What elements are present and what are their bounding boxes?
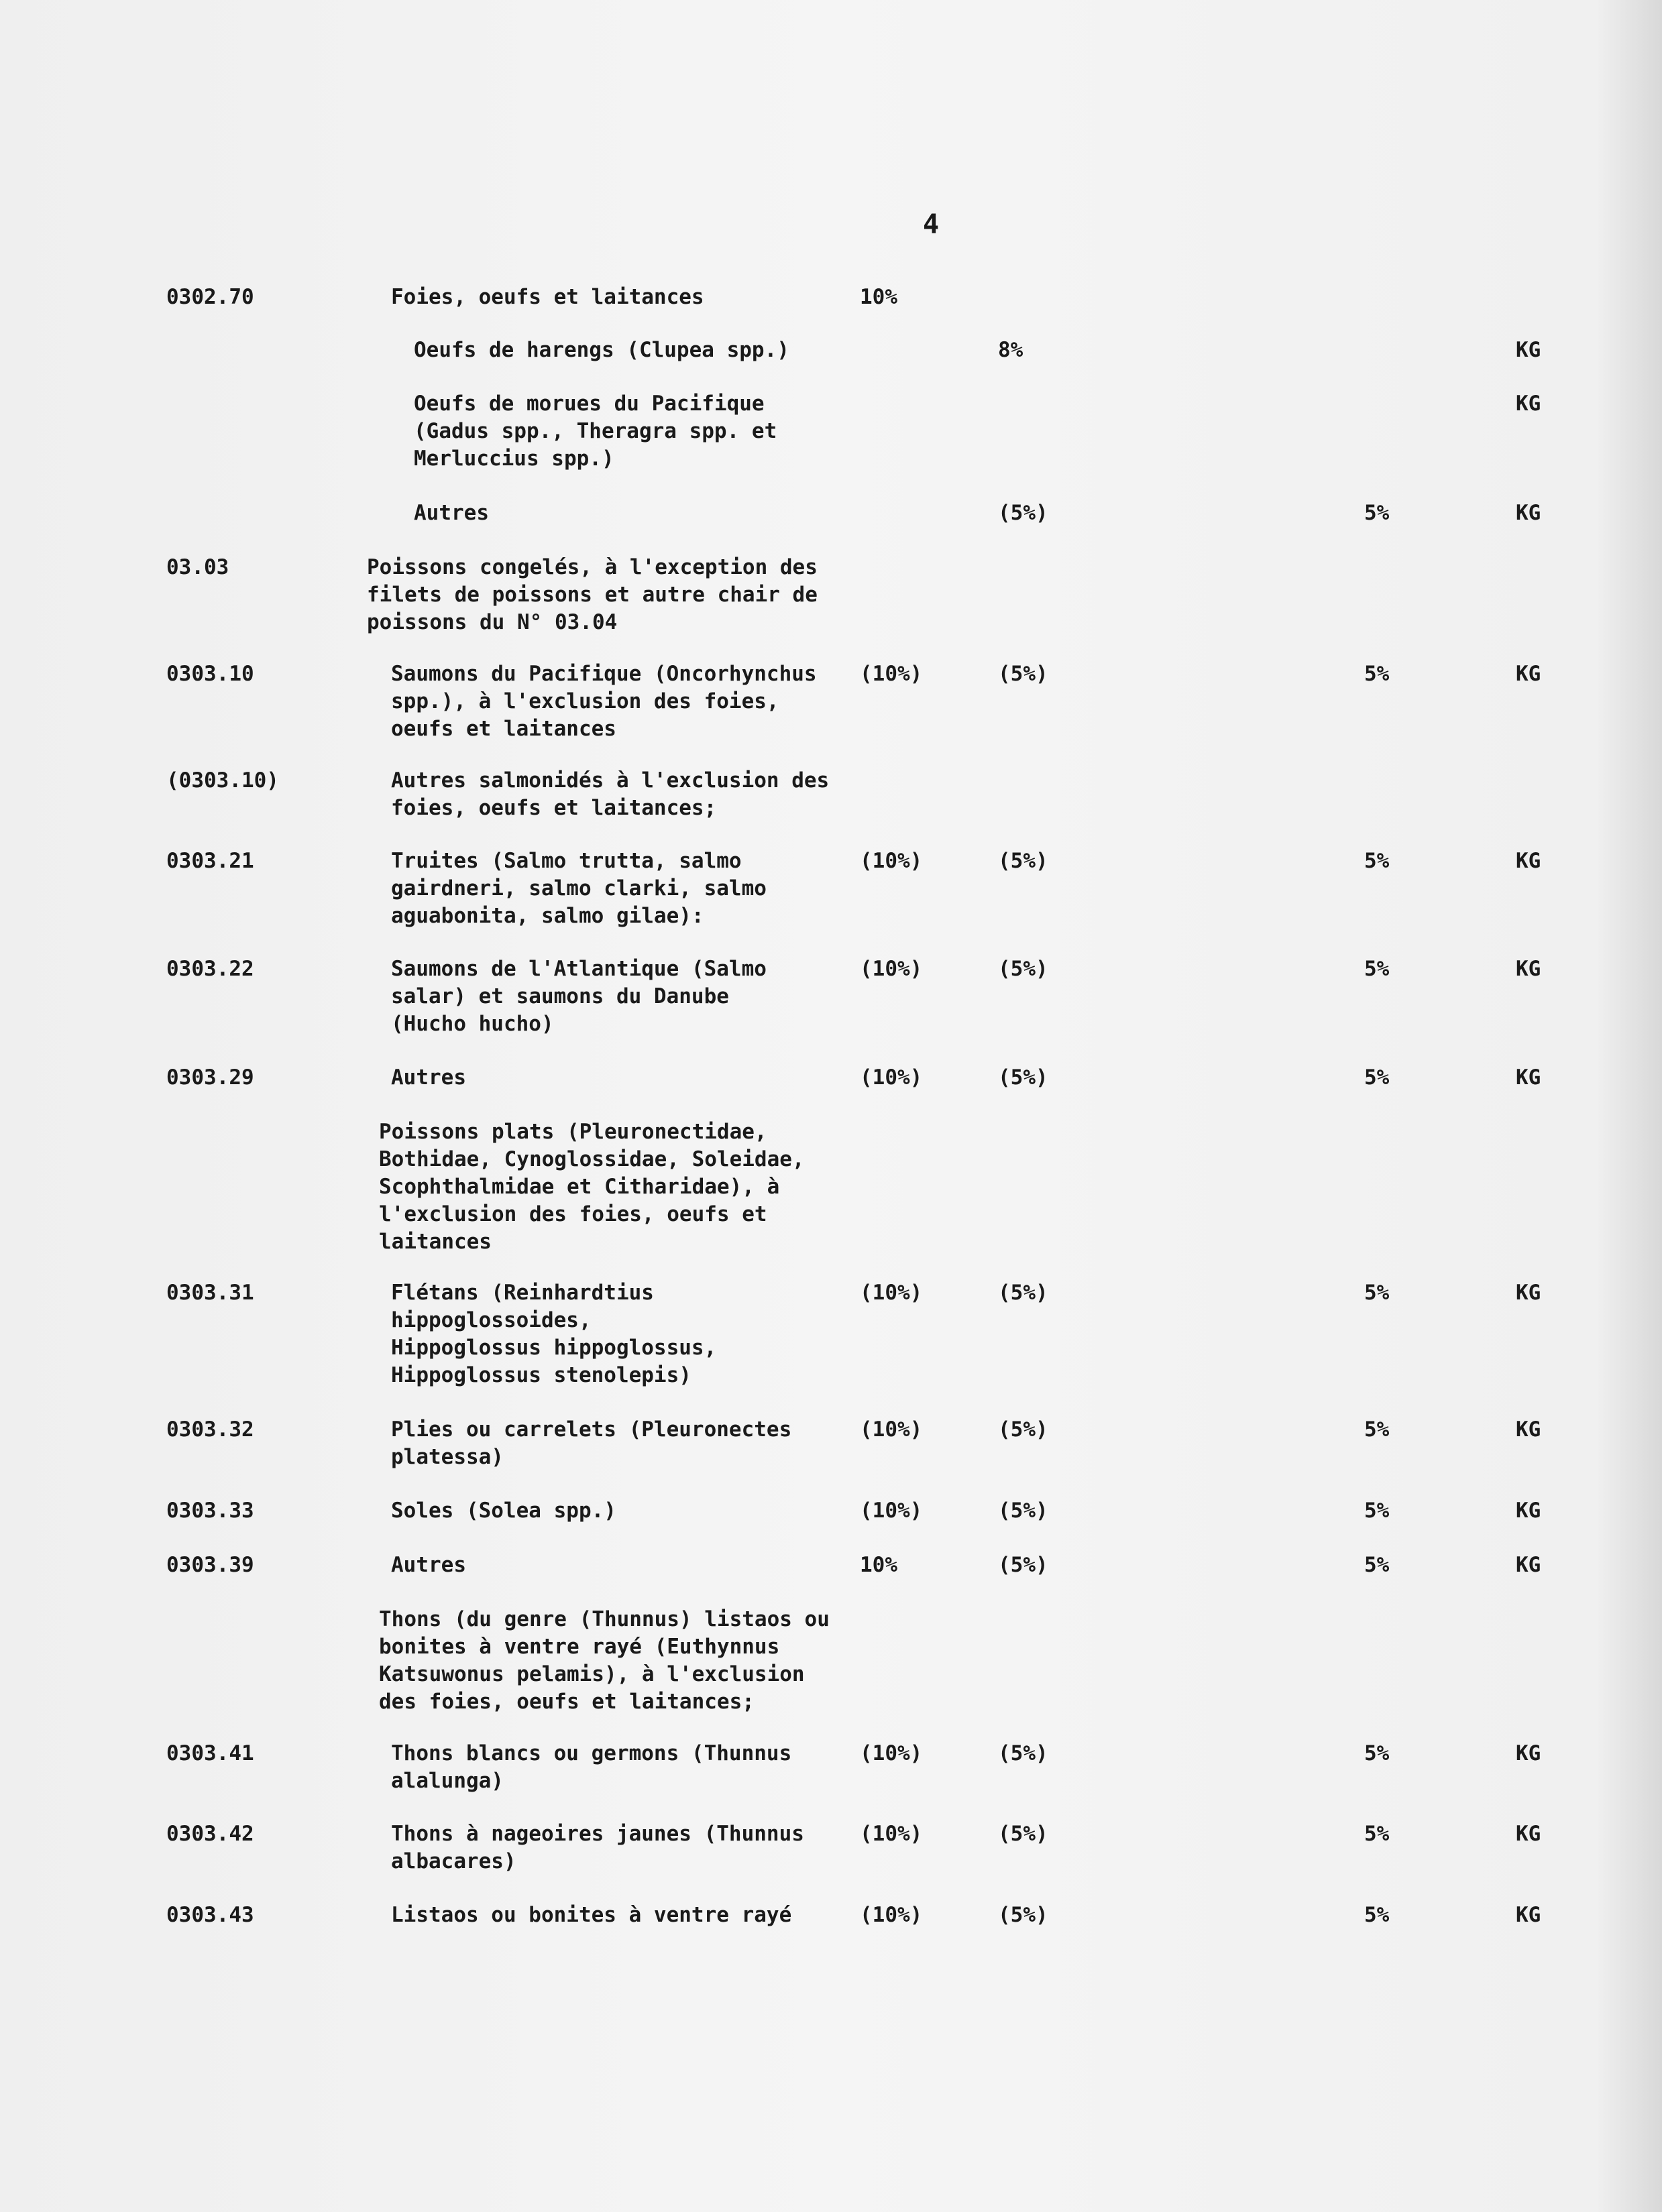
- description-line: Autres salmonidés à l'exclusion des: [391, 768, 830, 793]
- rate-column-3: 5%: [1364, 957, 1390, 981]
- rate-column-2: (5%): [998, 501, 1048, 525]
- description-line: Plies ou carrelets (Pleuronectes: [391, 1417, 792, 1442]
- description-line: salar) et saumons du Danube: [391, 984, 729, 1008]
- description-line: albacares): [391, 1849, 516, 1873]
- description-line: Thons à nageoires jaunes (Thunnus: [391, 1822, 804, 1846]
- description: [391, 1416, 791, 1471]
- rate-column-3: 5%: [1364, 1417, 1390, 1442]
- tariff-code: 0303.41: [166, 1741, 254, 1765]
- tariff-code: 0303.42: [166, 1822, 254, 1846]
- tariff-code: 03.03: [166, 555, 229, 579]
- description: [391, 1552, 466, 1579]
- rate-column-1: (10%): [860, 1417, 923, 1442]
- rate-column-1: (10%): [860, 1065, 923, 1090]
- description-line: alalunga): [391, 1769, 504, 1793]
- description-line: Thons (du genre (Thunnus) listaos ou: [379, 1607, 830, 1631]
- tariff-code: 0303.43: [166, 1903, 254, 1927]
- rate-column-3: 5%: [1364, 1903, 1390, 1927]
- unit-column: KG: [1516, 392, 1541, 416]
- description-line: Poissons congelés, à l'exception des: [367, 555, 818, 579]
- description: [414, 337, 789, 364]
- description: [414, 390, 777, 473]
- description-line: bonites à ventre rayé (Euthynnus: [379, 1635, 780, 1659]
- description-line: des foies, oeufs et laitances;: [379, 1690, 755, 1714]
- unit-column: KG: [1516, 849, 1541, 873]
- unit-column: KG: [1516, 662, 1541, 686]
- description-line: foies, oeufs et laitances;: [391, 796, 717, 820]
- description-line: (Gadus spp., Theragra spp. et: [414, 419, 777, 443]
- description-line: platessa): [391, 1445, 504, 1469]
- description: [391, 1820, 804, 1875]
- rate-column-3: 5%: [1364, 662, 1390, 686]
- tariff-code: 0303.29: [166, 1065, 254, 1090]
- description-line: Bothidae, Cynoglossidae, Soleidae,: [379, 1147, 805, 1171]
- description-line: Katsuwonus pelamis), à l'exclusion: [379, 1662, 805, 1686]
- description: [391, 955, 767, 1038]
- rate-column-2: (5%): [998, 1553, 1048, 1577]
- tariff-code: 0303.22: [166, 957, 254, 981]
- description-line: oeufs et laitances: [391, 717, 616, 741]
- tariff-code: (0303.10): [166, 768, 279, 793]
- unit-column: KG: [1516, 1822, 1541, 1846]
- rate-column-1: 10%: [860, 1553, 897, 1577]
- rate-column-1: (10%): [860, 1281, 923, 1305]
- rate-column-2: (5%): [998, 1822, 1048, 1846]
- description-line: (Hucho hucho): [391, 1012, 554, 1036]
- description-line: spp.), à l'exclusion des foies,: [391, 689, 779, 713]
- description-line: Oeufs de harengs (Clupea spp.): [414, 338, 789, 362]
- rate-column-2: (5%): [998, 849, 1048, 873]
- tariff-code: 0303.10: [166, 662, 254, 686]
- rate-column-1: (10%): [860, 1499, 923, 1523]
- rate-column-1: (10%): [860, 1741, 923, 1765]
- unit-column: KG: [1516, 957, 1541, 981]
- description-line: Flétans (Reinhardtius: [391, 1281, 654, 1305]
- description: [391, 660, 817, 743]
- rate-column-2: (5%): [998, 662, 1048, 686]
- description: [391, 767, 829, 822]
- description: [414, 500, 489, 527]
- description-line: filets de poissons et autre chair de: [367, 583, 818, 607]
- rate-column-1: (10%): [860, 957, 923, 981]
- description-line: Autres: [414, 501, 489, 525]
- description-line: Saumons de l'Atlantique (Salmo: [391, 957, 767, 981]
- description-line: gairdneri, salmo clarki, salmo: [391, 876, 767, 900]
- tariff-code: 0303.39: [166, 1553, 254, 1577]
- description-line: Soles (Solea spp.): [391, 1499, 616, 1523]
- tariff-code: 0303.32: [166, 1417, 254, 1442]
- description: [391, 284, 704, 311]
- description: [379, 1118, 805, 1256]
- description-line: Hippoglossus stenolepis): [391, 1363, 691, 1387]
- unit-column: KG: [1516, 1741, 1541, 1765]
- unit-column: KG: [1516, 1065, 1541, 1090]
- description-line: Saumons du Pacifique (Oncorhynchus: [391, 662, 817, 686]
- description: [391, 848, 767, 930]
- unit-column: KG: [1516, 1417, 1541, 1442]
- description: [391, 1740, 791, 1795]
- tariff-code: 0303.33: [166, 1499, 254, 1523]
- rate-column-2: (5%): [998, 1065, 1048, 1090]
- description-line: Hippoglossus hippoglossus,: [391, 1336, 717, 1360]
- description-line: Poissons plats (Pleuronectidae,: [379, 1120, 767, 1144]
- description-line: Thons blancs ou germons (Thunnus: [391, 1741, 792, 1765]
- rate-column-2: (5%): [998, 1903, 1048, 1927]
- unit-column: KG: [1516, 1903, 1541, 1927]
- description-line: Autres: [391, 1553, 466, 1577]
- rate-column-3: 5%: [1364, 849, 1390, 873]
- rate-column-2: (5%): [998, 1499, 1048, 1523]
- rate-column-2: (5%): [998, 957, 1048, 981]
- description: [379, 1606, 830, 1716]
- unit-column: KG: [1516, 338, 1541, 362]
- description: [391, 1497, 616, 1525]
- rate-column-3: 5%: [1364, 1499, 1390, 1523]
- description: [391, 1902, 791, 1929]
- rate-column-2: 8%: [998, 338, 1023, 362]
- rate-column-3: 5%: [1364, 1741, 1390, 1765]
- description: [367, 554, 818, 636]
- unit-column: KG: [1516, 1553, 1541, 1577]
- unit-column: KG: [1516, 1281, 1541, 1305]
- tariff-code: 0302.70: [166, 285, 254, 309]
- description-line: Listaos ou bonites à ventre rayé: [391, 1903, 792, 1927]
- rate-column-1: (10%): [860, 849, 923, 873]
- description-line: Merluccius spp.): [414, 447, 614, 471]
- tariff-code: 0303.31: [166, 1281, 254, 1305]
- description: [391, 1064, 466, 1092]
- description-line: Scophthalmidae et Citharidae), à: [379, 1175, 780, 1199]
- rate-column-1: (10%): [860, 662, 923, 686]
- rate-column-3: 5%: [1364, 1065, 1390, 1090]
- description-line: laitances: [379, 1230, 492, 1254]
- description-line: Oeufs de morues du Pacifique: [414, 392, 765, 416]
- description-line: aguabonita, salmo gilae):: [391, 904, 704, 928]
- description: [391, 1279, 716, 1389]
- rate-column-1: 10%: [860, 285, 897, 309]
- tariff-code: 0303.21: [166, 849, 254, 873]
- rate-column-3: 5%: [1364, 1553, 1390, 1577]
- rate-column-2: (5%): [998, 1281, 1048, 1305]
- unit-column: KG: [1516, 501, 1541, 525]
- description-line: Autres: [391, 1065, 466, 1090]
- unit-column: KG: [1516, 1499, 1541, 1523]
- rate-column-1: (10%): [860, 1822, 923, 1846]
- description-line: Foies, oeufs et laitances: [391, 285, 704, 309]
- page-number: 4: [923, 209, 940, 240]
- description-line: l'exclusion des foies, oeufs et: [379, 1202, 767, 1226]
- rate-column-1: (10%): [860, 1903, 923, 1927]
- rate-column-3: 5%: [1364, 1281, 1390, 1305]
- rate-column-3: 5%: [1364, 1822, 1390, 1846]
- description-line: hippoglossoides,: [391, 1308, 592, 1332]
- description-line: poissons du N° 03.04: [367, 610, 618, 634]
- description-line: Truites (Salmo trutta, salmo: [391, 849, 742, 873]
- rate-column-3: 5%: [1364, 501, 1390, 525]
- rate-column-2: (5%): [998, 1741, 1048, 1765]
- rate-column-2: (5%): [998, 1417, 1048, 1442]
